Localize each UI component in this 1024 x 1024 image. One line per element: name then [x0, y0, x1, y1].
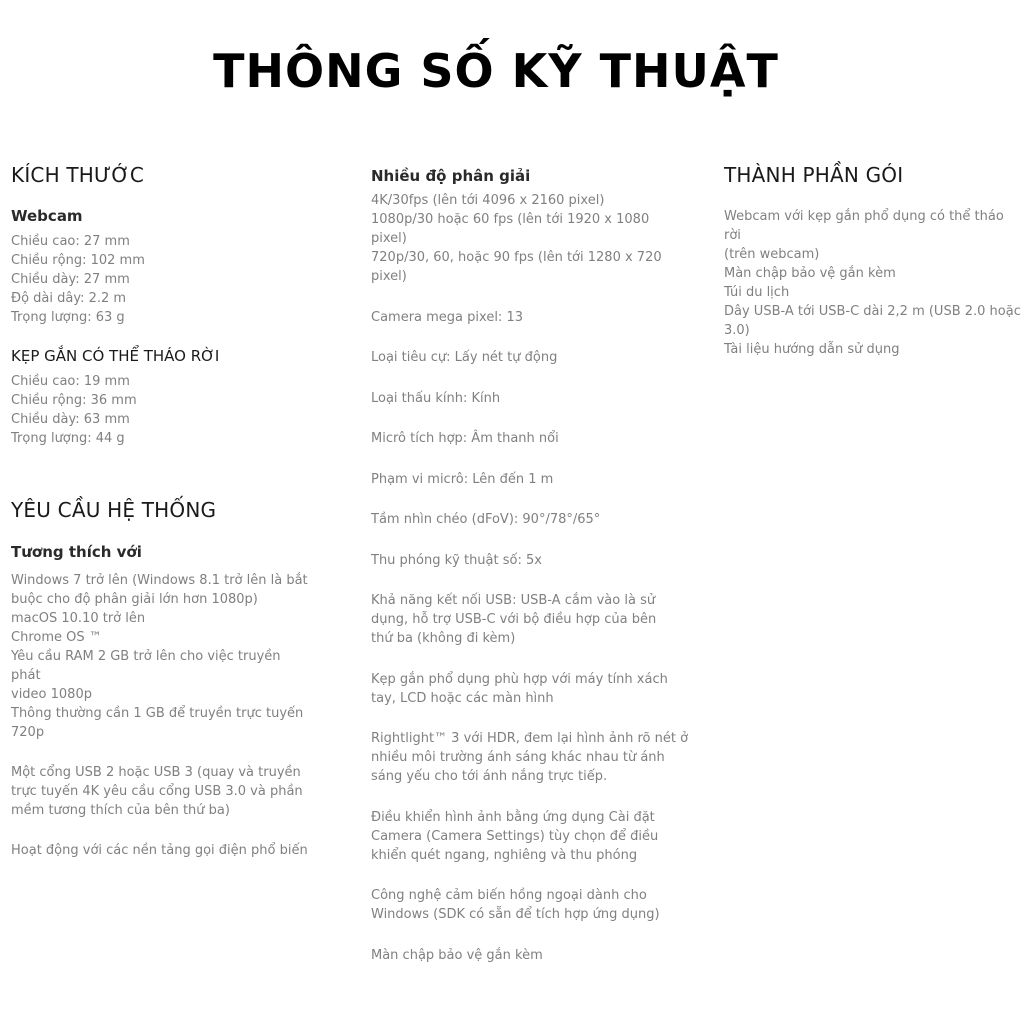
feature-line: Tầm nhìn chéo (dFoV): 90°/78°/65° — [371, 512, 601, 527]
column-dimensions-and-requirements — [11, 160, 311, 860]
package-line: Màn chập bảo vệ gắn kèm — [724, 266, 896, 281]
feature-line: sáng yếu cho tới ánh nắng trực tiếp. — [371, 769, 608, 784]
spec-line: Chiều dày: 27 mm — [11, 272, 130, 287]
feature-paragraph — [371, 808, 689, 865]
page-title: THÔNG SỐ KỸ THUẬT — [213, 44, 779, 98]
package-line: Túi du lịch — [724, 285, 790, 300]
package-line: 3.0) — [724, 323, 750, 338]
package-line: Webcam với kẹp gắn phổ dụng có thể tháo rời — [724, 209, 1004, 243]
system-requirements-heading: YÊU CẦU HỆ THỐNG — [11, 498, 217, 522]
column-package-contents — [724, 160, 1022, 359]
feature-line: Thu phóng kỹ thuật số: 5x — [371, 552, 542, 568]
compat-line: Thông thường cần 1 GB để truyền trực tuyến — [11, 706, 304, 721]
feature-line: Windows (SDK có sẵn để tích hợp ứng dụng) — [371, 907, 660, 922]
feature-paragraph — [371, 670, 689, 708]
column-features — [371, 160, 689, 986]
feature-paragraph — [371, 886, 689, 924]
compat-line: Yêu cầu RAM 2 GB trở lên cho việc truyền phát — [11, 649, 281, 683]
feature-paragraph — [371, 348, 689, 367]
resolution-line: 4K/30fps (lên tới 4096 x 2160 pixel) — [371, 193, 605, 208]
compatibility-list — [11, 571, 311, 742]
feature-line: dụng, hỗ trợ USB-C với bộ điều hợp của bên — [371, 612, 657, 627]
feature-line: Loại tiêu cự: Lấy nét tự động — [371, 350, 558, 365]
compat-line: Chrome OS ™ — [11, 630, 102, 645]
package-line: (trên webcam) — [724, 247, 820, 262]
feature-paragraph — [371, 729, 689, 786]
feature-line: Phạm vi micrô: Lên đến 1 m — [371, 471, 554, 487]
compat-line: macOS 10.10 trở lên — [11, 611, 146, 626]
feature-line: Khả năng kết nối USB: USB-A cắm vào là sử — [371, 593, 656, 608]
webcam-specs-list — [11, 232, 311, 327]
resolution-line: 1080p/30 hoặc 60 fps (lên tới 1920 x 1080 pixel) — [371, 212, 650, 246]
platform-line: Hoạt động với các nền tảng gọi điện phổ biến — [11, 843, 308, 858]
clip-specs-list — [11, 372, 311, 448]
spec-line: Chiều cao: 27 mm — [11, 234, 130, 249]
spec-line: Trọng lượng: 44 g — [11, 431, 125, 446]
usb-line: Một cổng USB 2 hoặc USB 3 (quay và truyền — [11, 765, 301, 780]
feature-paragraph — [371, 470, 689, 489]
spec-line: Trọng lượng: 63 g — [11, 310, 125, 325]
feature-line: Kẹp gắn phổ dụng phù hợp với máy tính xách — [371, 671, 668, 687]
usb-line: mềm tương thích của bên thứ ba) — [11, 803, 230, 818]
feature-line: Điều khiển hình ảnh bằng ứng dụng Cài đặt — [371, 809, 655, 825]
feature-line: Camera (Camera Settings) tùy chọn để điều — [371, 828, 659, 844]
feature-paragraph — [371, 591, 689, 648]
usb-line: trực tuyến 4K yêu cầu cổng USB 3.0 và phần — [11, 784, 303, 799]
resolution-line: pixel) — [371, 269, 407, 284]
compatibility-heading: Tương thích với — [11, 543, 142, 561]
feature-line: thứ ba (không đi kèm) — [371, 631, 516, 646]
resolution-list — [371, 191, 689, 286]
spec-line: Chiều rộng: 36 mm — [11, 393, 137, 408]
feature-line: khiển quét ngang, nghiêng và thu phóng — [371, 847, 638, 863]
feature-line: Loại thấu kính: Kính — [371, 390, 501, 406]
resolution-line: 720p/30, 60, hoặc 90 fps (lên tới 1280 x 720 — [371, 250, 662, 265]
package-line: Dây USB-A tới USB-C dài 2,2 m (USB 2.0 hoặc — [724, 304, 1021, 319]
feature-paragraph — [371, 429, 689, 448]
compat-line: buộc cho độ phân giải lớn hơn 1080p) — [11, 592, 258, 607]
package-contents-list — [724, 207, 1022, 359]
feature-line: Công nghệ cảm biến hồng ngoại dành cho — [371, 888, 647, 903]
package-line: Tài liệu hướng dẫn sử dụng — [724, 342, 900, 357]
feature-paragraph — [371, 389, 689, 408]
webcam-heading: Webcam — [11, 207, 83, 225]
clip-heading: KẸP GẮN CÓ THỂ THÁO RỜI — [11, 347, 220, 365]
spec-line: Độ dài dây: 2.2 m — [11, 291, 127, 306]
feature-line: tay, LCD hoặc các màn hình — [371, 690, 554, 706]
feature-paragraph — [371, 308, 689, 327]
feature-paragraphs — [371, 308, 689, 965]
feature-line: Màn chập bảo vệ gắn kèm — [371, 947, 543, 963]
feature-line: Camera mega pixel: 13 — [371, 309, 523, 325]
resolution-heading: Nhiều độ phân giải — [371, 167, 531, 185]
feature-paragraph — [371, 946, 689, 965]
feature-paragraph — [371, 510, 689, 529]
usb-requirement — [11, 763, 311, 820]
feature-line: Rightlight™ 3 với HDR, đem lại hình ảnh rõ nét ở — [371, 731, 689, 746]
compat-line: 720p — [11, 725, 45, 740]
compat-line: video 1080p — [11, 687, 92, 702]
spec-line: Chiều cao: 19 mm — [11, 374, 130, 389]
package-contents-heading: THÀNH PHẦN GÓI — [724, 163, 904, 187]
spec-line: Chiều rộng: 102 mm — [11, 253, 145, 268]
feature-line: nhiều môi trường ánh sáng khác nhau từ ánh — [371, 750, 665, 765]
spec-line: Chiều dày: 63 mm — [11, 412, 130, 427]
feature-line: Micrô tích hợp: Âm thanh nổi — [371, 431, 559, 446]
feature-paragraph — [371, 551, 689, 570]
compat-line: Windows 7 trở lên (Windows 8.1 trở lên là bắt — [11, 573, 308, 588]
dimensions-heading: KÍCH THƯỚC — [11, 163, 145, 187]
